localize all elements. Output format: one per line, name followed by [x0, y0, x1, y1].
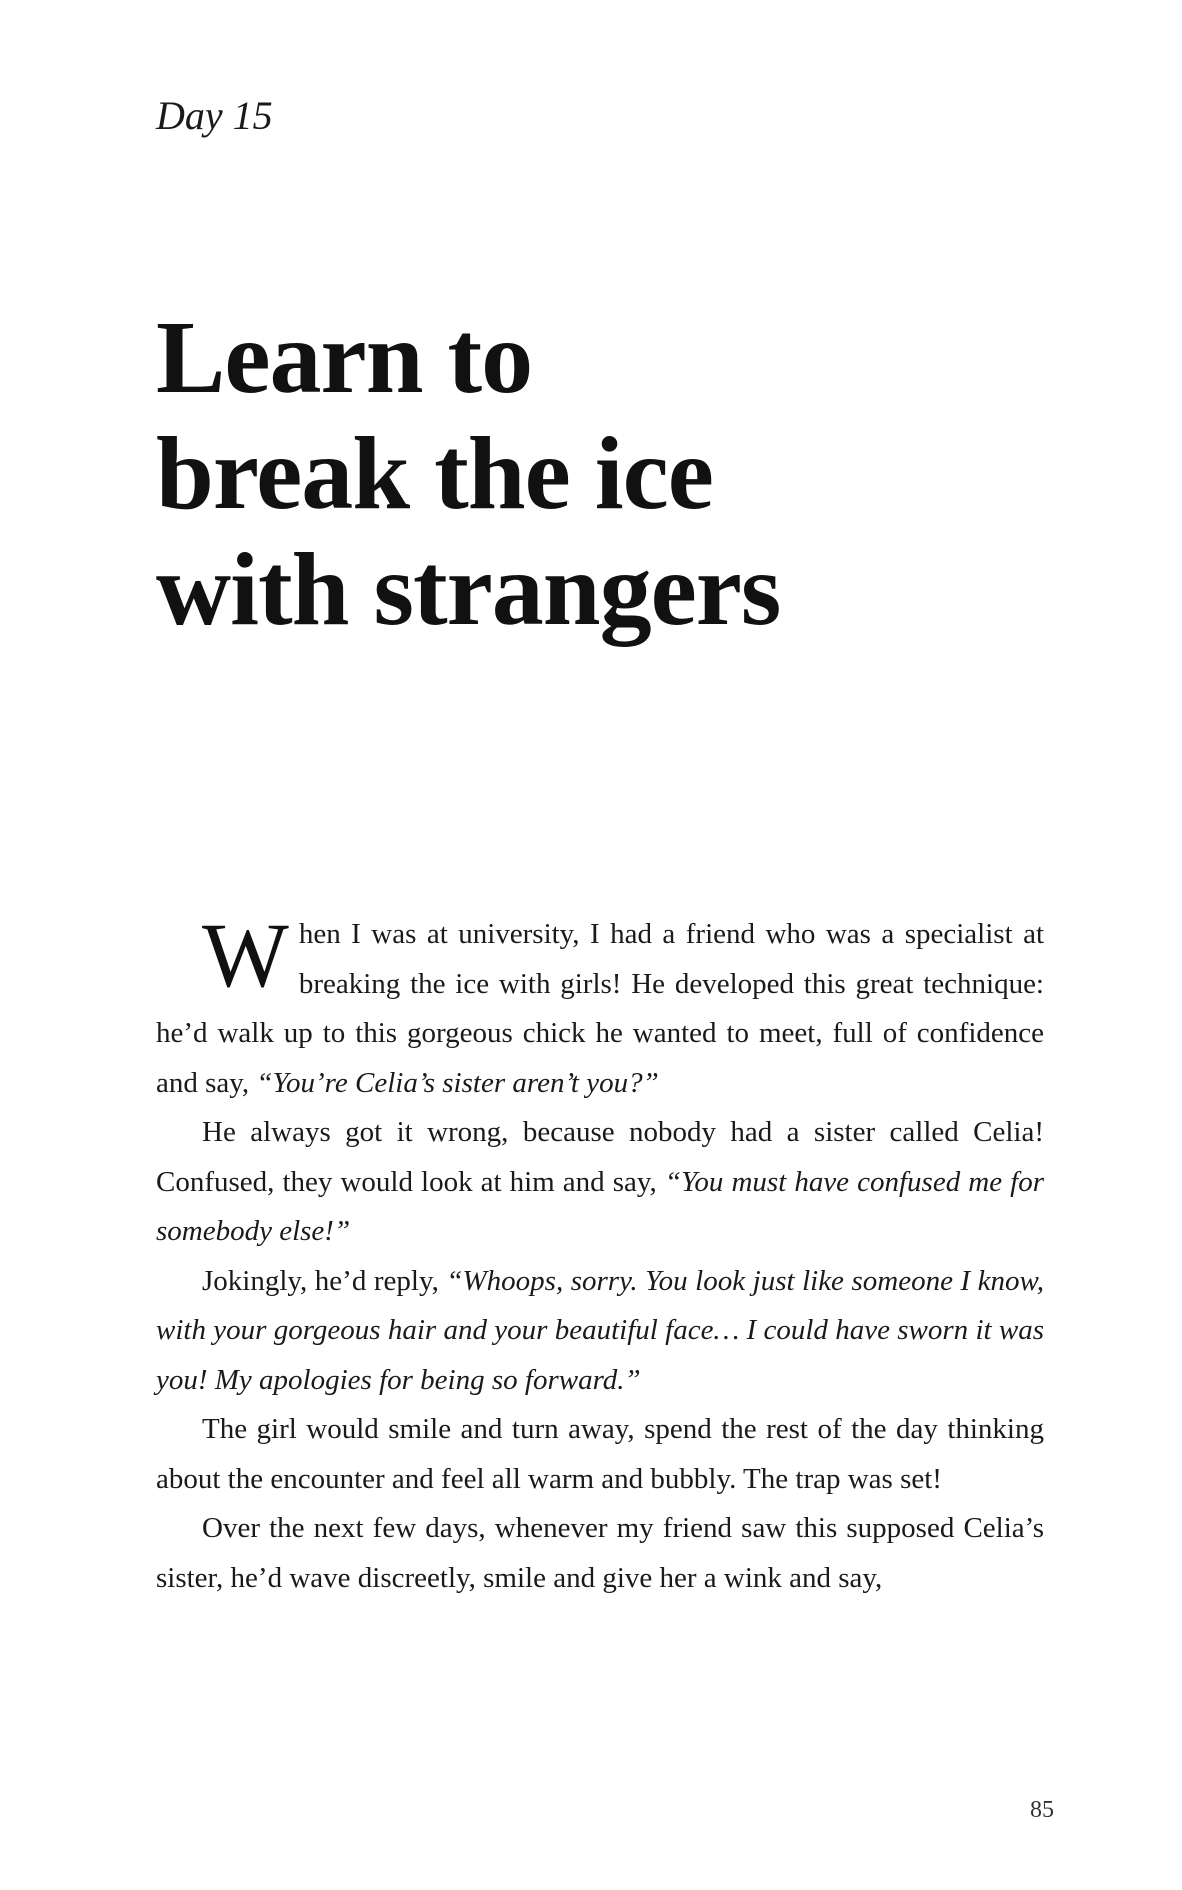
paragraph-2-text: He always got it wrong, because nobody had a sister called Celia! Confused, they would look at him and say, — [156, 1116, 1044, 1198]
chapter-title-line-3: with strangers — [156, 532, 781, 647]
paragraph-1 — [156, 904, 1044, 1108]
day-label: Day 15 — [156, 93, 273, 138]
paragraph-2-quote: “You must have confused me for somebody else!” — [156, 1165, 1044, 1247]
chapter-title — [156, 300, 780, 648]
chapter-title-line-1: Learn to — [156, 300, 533, 415]
paragraph-1-quote: “You’re Celia’s sister aren’t you?” — [256, 1066, 659, 1099]
paragraph-2 — [156, 1108, 1044, 1257]
paragraph-3-quote: “Whoops, sorry. You look just like someone I know, with your gorgeous hair and your beautiful face… I could have sworn it was you! My apologies for being so forward.” — [156, 1264, 1044, 1396]
paragraph-1-text: hen I was at university, I had a friend who was a specialist at breaking the ice with girls! He developed this great technique: he’d walk up to this gorgeous chick he wanted to meet, full of confidence and say, — [156, 918, 1044, 1099]
paragraph-5-text: Over the next few days, whenever my friend saw this supposed Celia’s sister, he’d wave discreetly, smile and give her a wink and say, — [156, 1512, 1044, 1594]
chapter-title-line-2: break the ice — [156, 416, 713, 531]
paragraph-4-text: The girl would smile and turn away, spend the rest of the day thinking about the encounter and feel all warm and bubbly. The trap was set! — [156, 1413, 1044, 1495]
paragraph-3 — [156, 1257, 1044, 1406]
drop-cap: W — [202, 904, 289, 1006]
page-number: 85 — [1030, 1797, 1054, 1823]
paragraph-4 — [156, 1405, 1044, 1504]
paragraph-3-text: Jokingly, he’d reply, — [202, 1264, 447, 1297]
paragraph-5 — [156, 1504, 1044, 1603]
body-text — [156, 904, 1044, 1603]
